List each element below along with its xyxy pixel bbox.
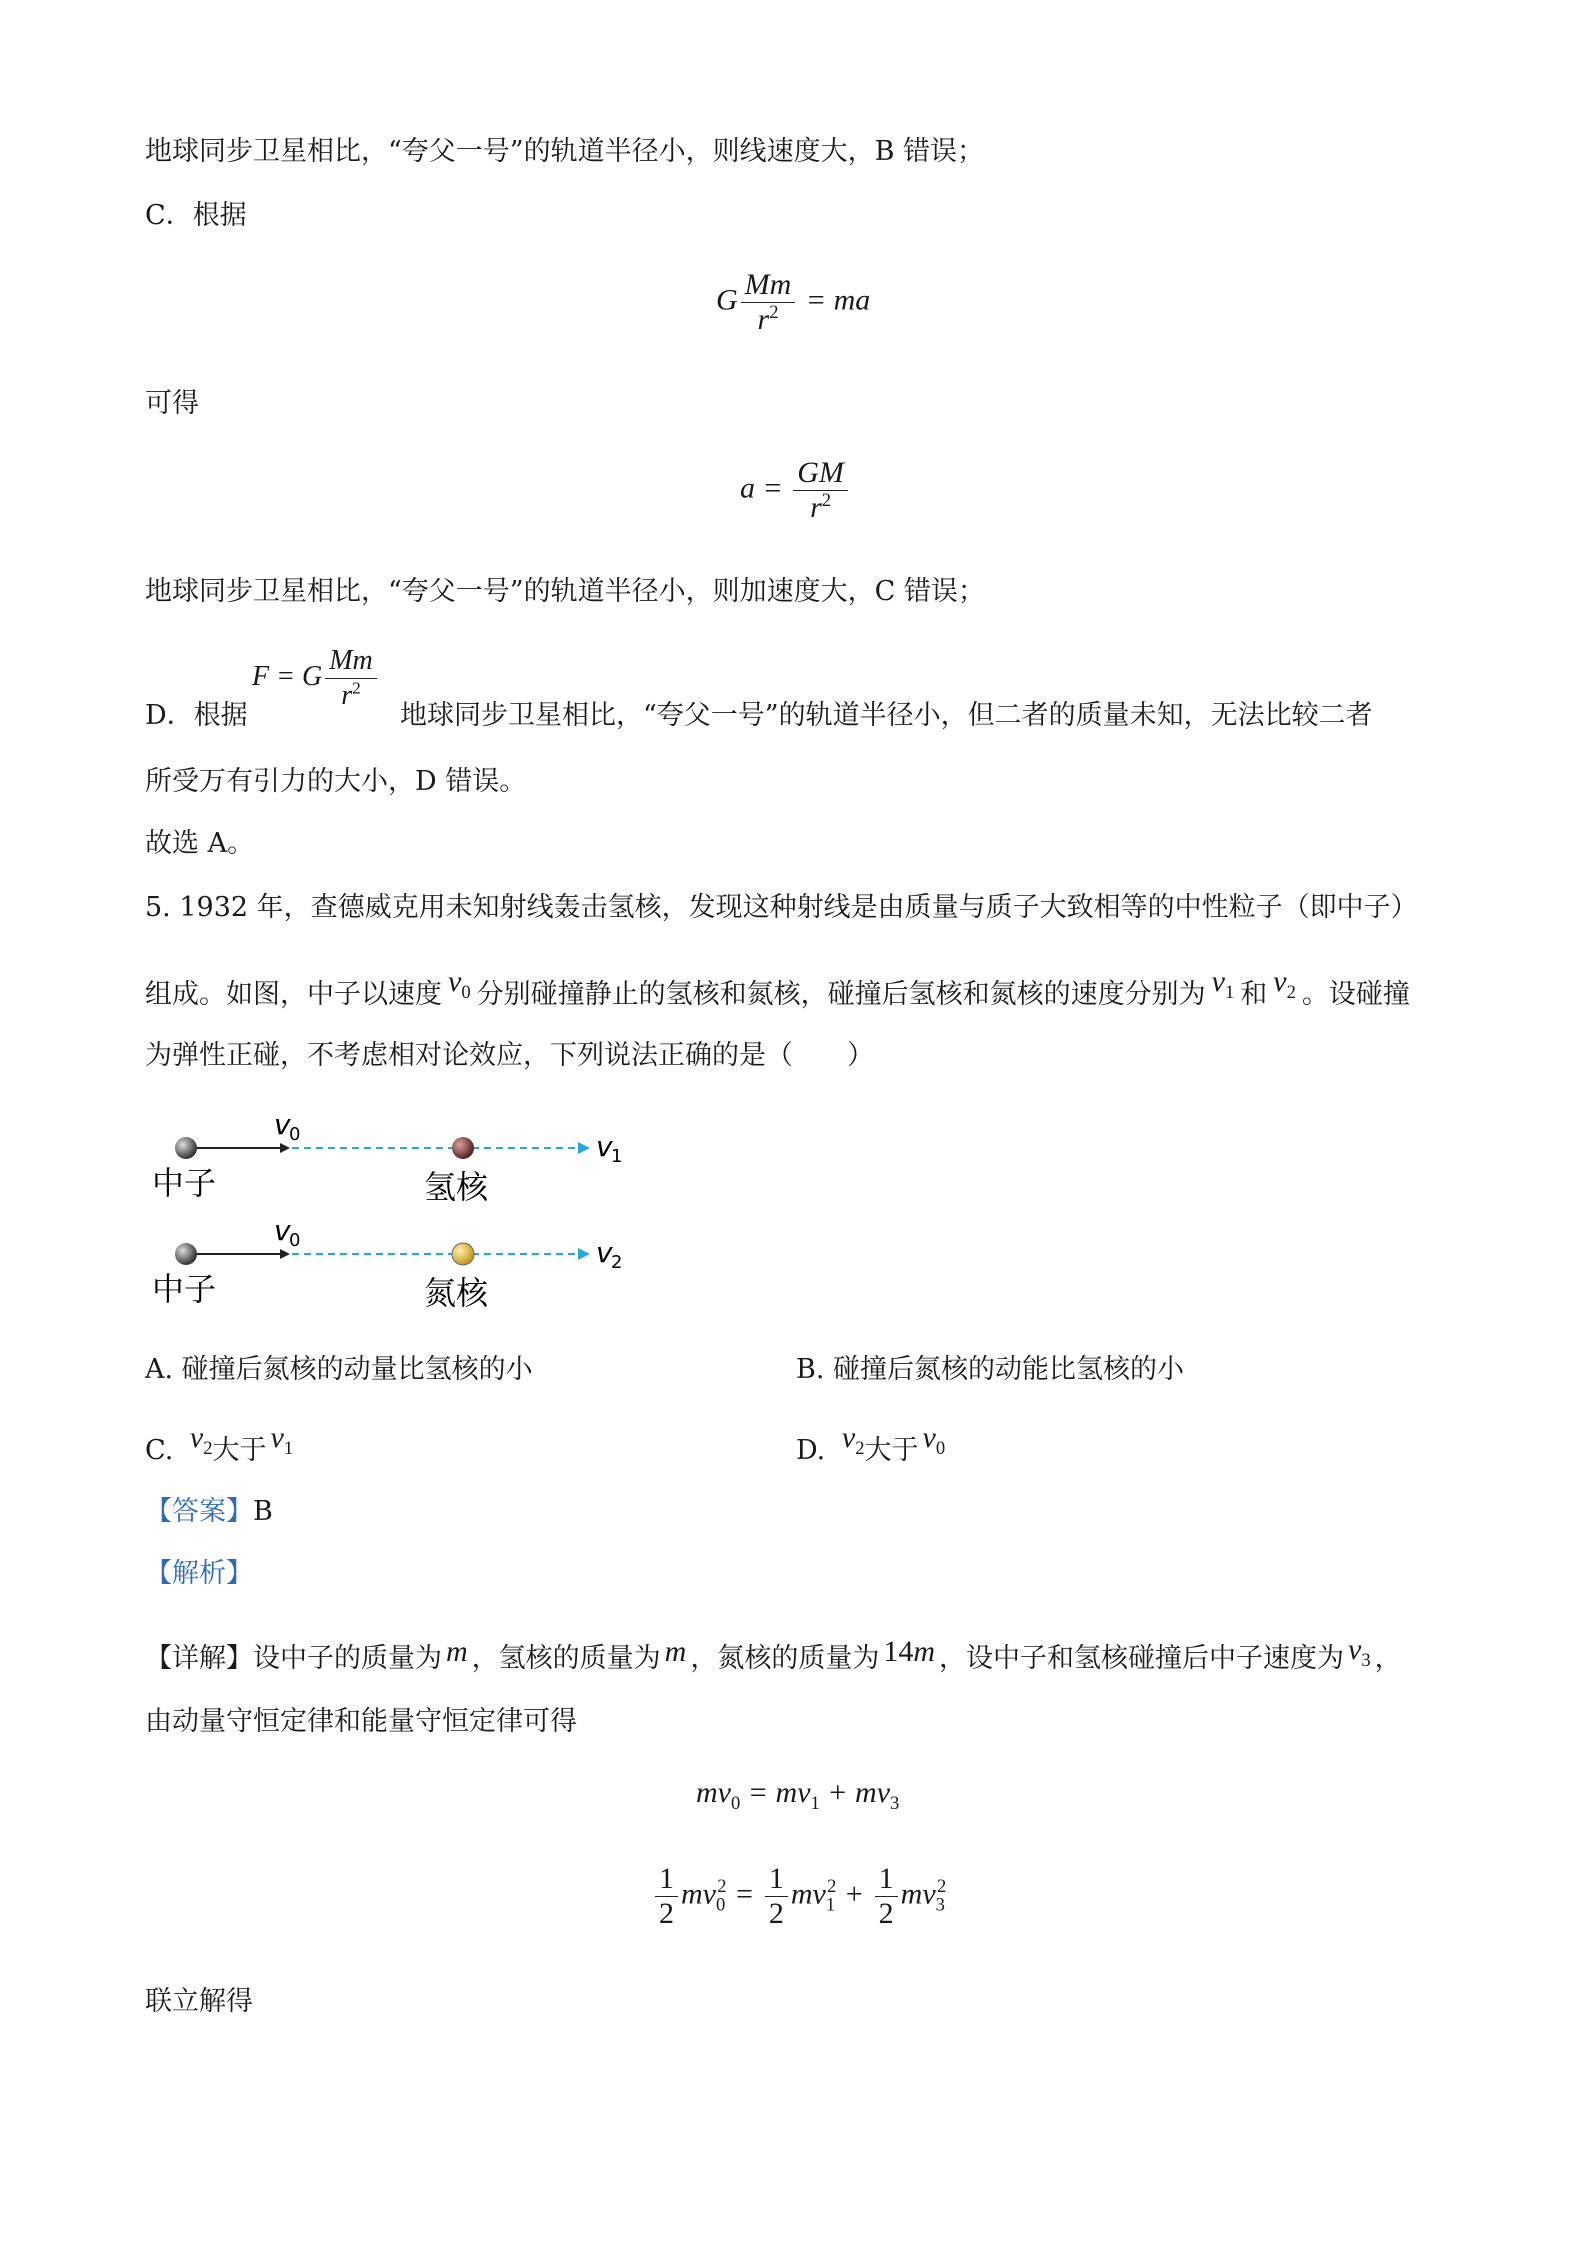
neutron-label-1: 中子 (152, 1164, 217, 1202)
text-line-d-prefix: D．根据 (145, 700, 248, 731)
question-part-d: 。设碰撞 (1301, 979, 1410, 1010)
answer-bracket: 【答案】 (145, 1496, 253, 1527)
answer-value: B (253, 1496, 273, 1527)
text-line-choice: 故选 A。 (145, 828, 255, 859)
svg-text:v: v (274, 1108, 291, 1141)
nitrogen-ball (452, 1243, 474, 1265)
svg-text:v: v (596, 1130, 613, 1163)
question-part-a: 组成。如图，中子以速度 (145, 979, 442, 1010)
question-line-1: 5. 1932 年，查德威克用未知射线轰击氢核，发现这种射线是由质量与质子大致相等的中性粒子（即中子） (145, 892, 1418, 923)
equation-energy: $\frac{1}{2}$ $mv_0^2$ = $\frac{1}{2}$ $mv_1^2$ + $\frac{1}{2}$ $mv_3^2$ (652, 1862, 946, 1931)
text-line-d-conclusion: 所受万有引力的大小，D 错误。 (145, 766, 527, 797)
option-d[interactable]: D. $v_2$大于 $v_0$ (796, 1421, 946, 1466)
equation-gravitation-force: F = G $\frac{Mm}{r^2}$ (252, 644, 380, 713)
option-b[interactable]: B. 碰撞后氮核的动能比氢核的小 (796, 1354, 1185, 1385)
question-part-c: 和 (1240, 979, 1268, 1010)
detail-line-2: 由动量守恒定律和能量守恒定律可得 (145, 1706, 577, 1737)
nitrogen-label: 氮核 (424, 1274, 489, 1312)
question-line-3: 为弹性正碰，不考虑相对论效应，下列说法正确的是（ ） (145, 1040, 874, 1071)
question-line-2: 组成。如图，中子以速度 $v_0$ 分别碰撞静止的氢核和氮核，碰撞后氢核和氮核的速度分别为 $v_1$ 和 $v_2$ 。设碰撞 (145, 965, 1410, 1010)
option-a[interactable]: A. 碰撞后氮核的动量比氢核的小 (145, 1354, 533, 1385)
detail-line-1: 【详解】设中子的质量为 m ，氢核的质量为 m ，氮核的质量为 14m ，设中子和氢核碰撞后中子速度为 $v_3$ ， (145, 1633, 1402, 1674)
neutron-ball-2 (175, 1243, 197, 1265)
hydrogen-ball (452, 1137, 474, 1159)
neutron-ball-1 (175, 1137, 197, 1159)
text-line-c-conclusion: 地球同步卫星相比，“夸父一号”的轨道半径小，则加速度大，C 错误； (145, 576, 985, 607)
detail-final-line: 联立解得 (145, 1986, 253, 2017)
neutron-label-2: 中子 (152, 1270, 217, 1308)
hydrogen-label: 氢核 (424, 1168, 489, 1206)
text-line-c-intro: C．根据 (145, 200, 247, 231)
collision-diagram (140, 1098, 660, 1328)
equation-gravity-ma: G $\frac{Mm}{r^2}$ = ma (716, 268, 871, 336)
equation-acceleration: a = $\frac{GM}{r^2}$ (740, 456, 851, 525)
svg-text:1: 1 (611, 1146, 623, 1167)
svg-text:0: 0 (289, 1124, 301, 1145)
svg-text:v: v (274, 1214, 291, 1247)
answer-line (145, 1494, 273, 1530)
svg-text:v: v (596, 1236, 613, 1269)
text-line-derive: 可得 (145, 388, 199, 419)
svg-text:0: 0 (289, 1230, 301, 1251)
text-line-b-conclusion: 地球同步卫星相比，“夸父一号”的轨道半径小，则线速度大，B 错误； (145, 136, 985, 167)
question-part-b: 分别碰撞静止的氢核和氮核，碰撞后氢核和氮核的速度分别为 (476, 979, 1206, 1010)
text-line-d-suffix: 地球同步卫星相比，“夸父一号”的轨道半径小，但二者的质量未知，无法比较二者 (400, 700, 1373, 731)
equation-momentum: $mv_0 = mv_1 + mv_3$ (696, 1776, 900, 1814)
analysis-heading: 【解析】 (145, 1558, 253, 1589)
svg-text:2: 2 (611, 1252, 623, 1273)
option-c[interactable]: C. $v_2$大于 $v_1$ (145, 1421, 294, 1466)
